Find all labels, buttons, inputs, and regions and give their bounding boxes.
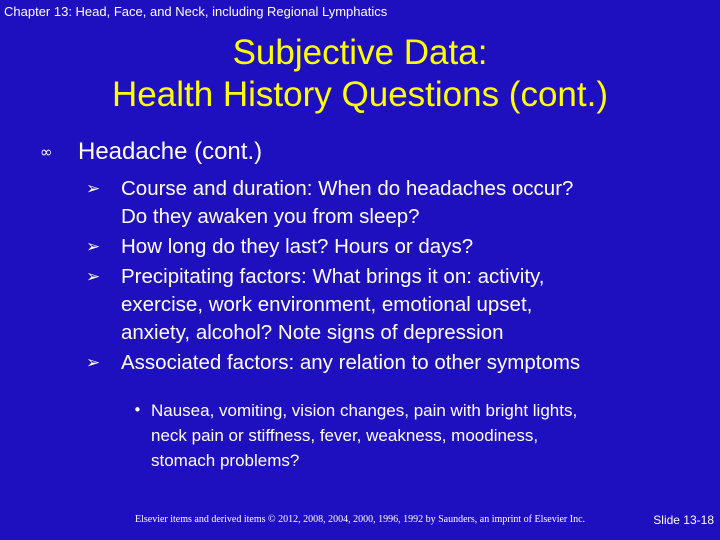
title-line-2: Health History Questions (cont.) [111,75,608,114]
bullet-line: Precipitating factors: What brings it on: activity, [121,265,545,288]
sub-bullet-line: neck pain or stiffness, fever, weakness, moodiness, [151,426,539,445]
bullet-line: Associated factors: any relation to other symptoms [121,351,581,374]
topic-heading [40,138,262,166]
chapter-header: Chapter 13: Head, Face, and Neck, including Regional Lymphatics [4,4,388,19]
bullet-item-course-duration [86,175,686,231]
bullet-line: anxiety, alcohol? Note signs of depression [121,321,504,344]
bullet-line: Course and duration: When do headaches occur? [121,177,574,200]
sub-bullet-line: stomach problems? [151,451,300,470]
copyright-notice: Elsevier items and derived items © 2012, 2008, 2004, 2000, 1996, 1992 by Saunders, an imprint of Elsevier Inc. [134,514,586,525]
sub-bullet-text [151,398,577,473]
dot-bullet-icon: • [133,401,142,419]
sub-bullet-item [133,398,673,473]
bullet-text [121,233,473,261]
bullet-item-associated-factors [86,349,686,377]
slide-title [0,32,720,116]
bullet-item-how-long [86,233,686,261]
bullet-text [121,263,544,347]
bullet-item-precipitating-factors [86,263,686,347]
fancy-bullet-icon: ∞ [40,143,53,161]
bullet-line: Do they awaken you from sleep? [121,205,420,228]
sub-bullet-line: Nausea, vomiting, vision changes, pain with bright lights, [151,401,578,420]
arrow-bullet-icon: ➢ [86,267,101,287]
topic-text: Headache (cont.) [78,138,263,165]
arrow-bullet-icon: ➢ [86,353,101,373]
arrow-bullet-icon: ➢ [86,179,101,199]
bullet-list [86,175,686,379]
bullet-text [121,175,573,231]
bullet-text [121,349,580,377]
arrow-bullet-icon: ➢ [86,237,101,257]
slide-number: Slide 13-18 [653,513,714,527]
bullet-line: How long do they last? Hours or days? [121,235,474,258]
title-line-1: Subjective Data: [232,33,488,72]
bullet-line: exercise, work environment, emotional upset, [121,293,533,316]
